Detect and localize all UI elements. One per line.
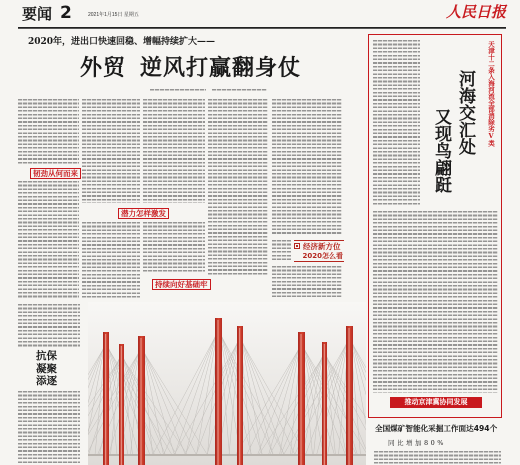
series-logo-icon — [294, 243, 300, 249]
brief-text — [374, 451, 501, 465]
bridge-tower-highlight — [217, 320, 218, 465]
page-number: 2 — [60, 3, 72, 23]
section-title: 要闻 — [22, 5, 53, 23]
brief-subhead: 同比增加80% — [388, 439, 446, 447]
right-feature-overline: 天津十二条入海河流全部消除劣Ⅴ类 — [487, 41, 495, 147]
side-article-text — [18, 304, 80, 347]
lead-subhead-3: 持续向好基础牢 — [152, 279, 211, 290]
body-text-block — [208, 99, 268, 275]
lead-subhead-2: 潜力怎样激发 — [118, 208, 169, 219]
lead-article-headline — [80, 56, 301, 82]
bridge-tower-highlight — [324, 344, 325, 465]
bridge-tower-highlight — [105, 334, 106, 465]
byline-text — [150, 89, 206, 91]
body-text-block — [272, 266, 342, 298]
body-text-block — [82, 99, 140, 203]
side-heading-line: 凝聚 — [36, 362, 57, 375]
side-article-heading — [36, 350, 57, 388]
series-subtitle: 2020怎么看 — [302, 252, 343, 260]
column-banner: 推动京津冀协同发展 — [390, 397, 482, 408]
right-feature-headline-line-2: 又现鸟翩跹 — [431, 108, 451, 193]
body-text-block — [143, 99, 205, 203]
body-text-block — [272, 99, 342, 236]
side-article-text — [18, 391, 80, 465]
right-feature-text — [373, 211, 498, 393]
right-feature-text — [373, 40, 420, 205]
right-feature-headline-line-1: 河海交汇处 — [455, 70, 475, 155]
lead-article-kicker: 2020年，进出口快速回稳、增幅持续扩大—— — [28, 37, 216, 47]
side-heading-line: 抗保 — [36, 350, 57, 362]
bridge-tower-highlight — [121, 346, 122, 465]
brief-headline: 全国煤矿智能化采掘工作面达494个 — [375, 424, 498, 433]
body-text-block — [143, 222, 205, 274]
body-text-block — [82, 222, 140, 298]
dateline-text — [212, 89, 267, 91]
body-text-block — [18, 181, 79, 298]
series-column-box — [294, 240, 344, 262]
header-rule — [18, 27, 506, 29]
bridge-photo — [88, 302, 366, 465]
body-text-block — [272, 240, 291, 262]
bridge-tower-highlight — [300, 334, 301, 465]
bridge-tower-highlight — [239, 328, 240, 465]
body-text-block — [18, 99, 79, 165]
lead-subhead-1: 韧劲从何而来 — [30, 168, 81, 179]
headline-part-1: 外贸 — [80, 56, 127, 81]
newspaper-logo: 人民日报 — [446, 3, 507, 21]
bridge-tower-highlight — [140, 338, 141, 465]
issue-date: 2021年1月15日 星期五 — [88, 12, 139, 18]
side-heading-line: 添逐 — [36, 375, 57, 387]
bridge-tower-highlight — [348, 328, 349, 465]
headline-part-2: 逆风打赢翻身仗 — [140, 56, 302, 81]
series-title: 经济新方位 — [303, 242, 341, 251]
